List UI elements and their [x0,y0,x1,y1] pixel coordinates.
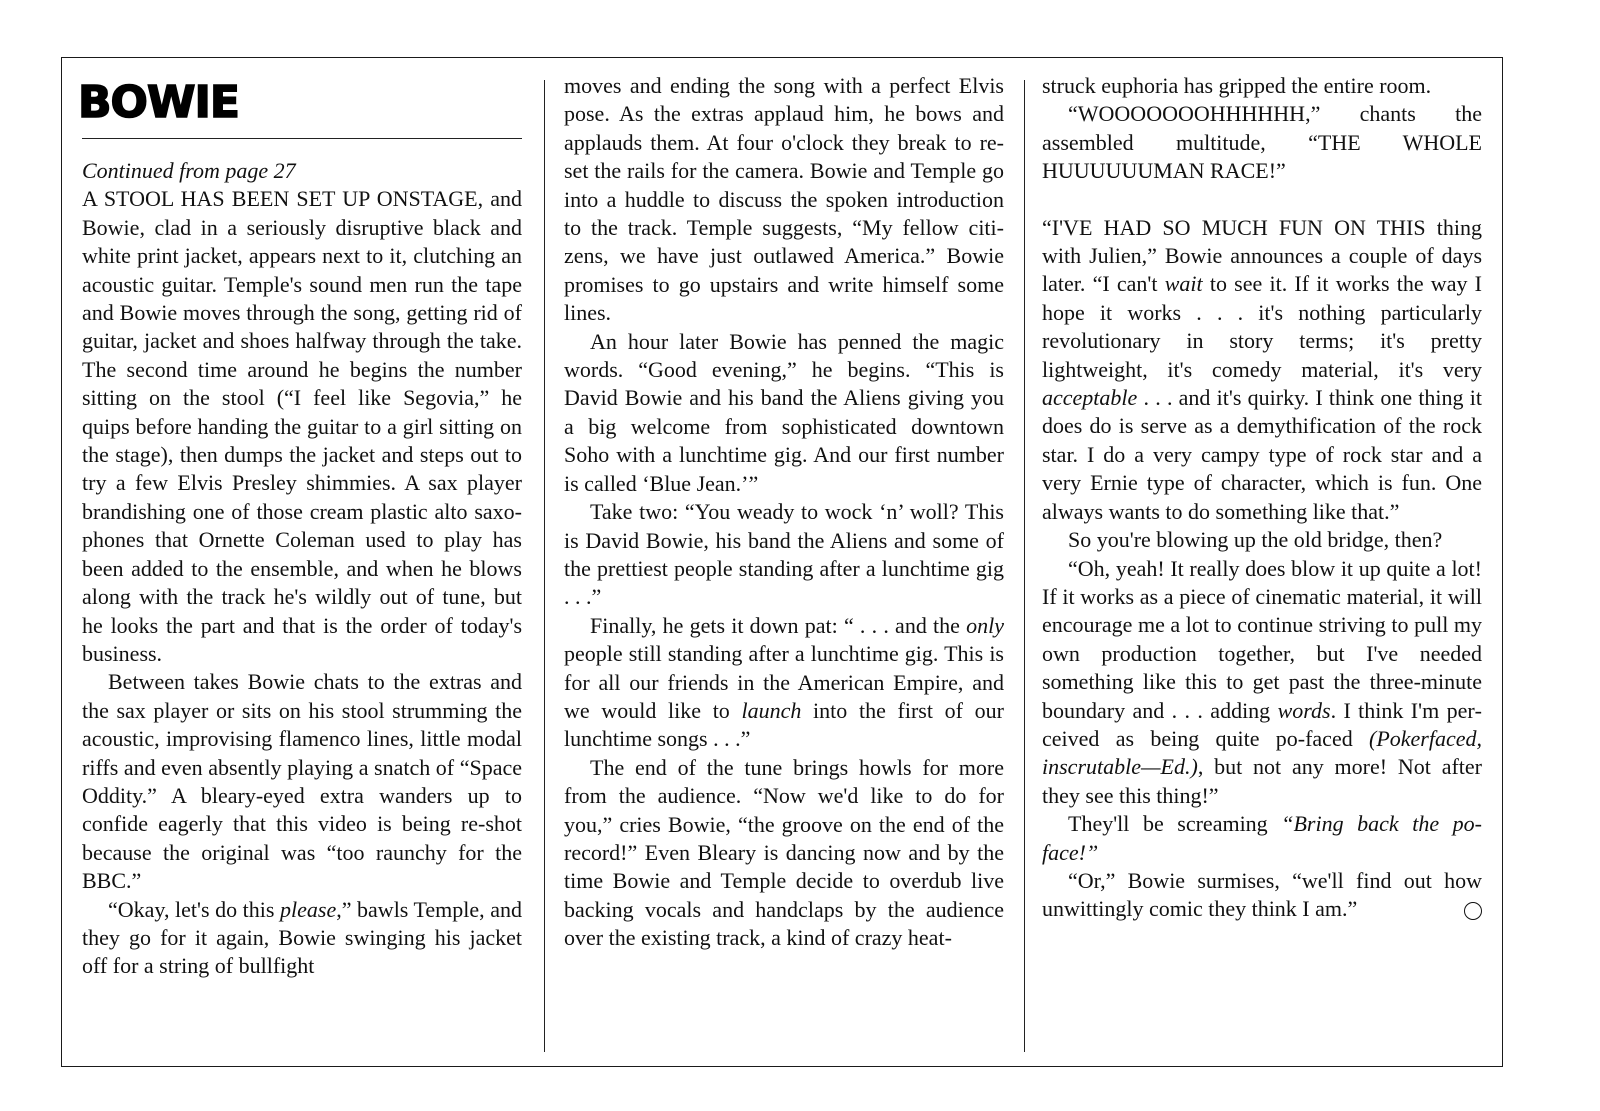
paragraph: “Or,” Bowie surmises, “we'll find out how unwittingly comic they think I am.” [1042,867,1482,922]
paragraph: “I'VE HAD SO MUCH FUN ON THIS thing with Julien,” Bowie announces a couple of days later. “I can't wait to see it. If it works the way I hope it works . . . it's nothing particularly revolutionary in story terms; it's pretty lightweight, it's comedy material, it's very acceptable . . . and it's quirky. I think one thing it does do is serve as a demythification of the rock star. I do a very campy type of rock star and a very Ernie type of character, which is fun. One always wants to do something like that.” [1042,214,1483,524]
headline-rule [82,138,522,139]
column-rule [544,80,545,1052]
paragraph: The end of the tune brings howls for more from the audience. “Now we'd like to do for you,” cries Bowie, “the groove on the end of the record!” Even Bleary is dancing now and by the time Bowie and Temple decide to overdub live backing vocals and handclaps by the audience over the existing track, a kind of crazy heat- [564,754,1004,951]
column-rule [1024,80,1025,1052]
continued-note: Continued from page 27 [82,158,296,183]
column-3 [1042,72,1482,924]
column-2 [564,72,1004,953]
paragraph: moves and ending the song with a perfect Elvis pose. As the extras applaud him, he bows and applauds them. At four o'clock they break to re-set the rails for the camera. Bowie and Temple go into a huddle to discuss the spoken introduction to the track. Temple suggests, “My fellow citizens, we have just outlawed America.” Bowie promises to go upstairs and write himself some lines. [564,73,1004,326]
paragraph: So you're blowing up the old bridge, then? [1068,527,1443,553]
article-page [61,57,1503,1067]
paragraph: Between takes Bowie chats to the extras and the sax player or sits on his stool strumming the acoustic, improvising flamenco lines, little modal riffs and even absently playing a snatch of “Space Oddity.” A bleary-eyed extra wanders up to confide eagerly that this video is being re-shot because the original was “too raunchy for the BBC.” [82,669,522,894]
paragraph: struck euphoria has gripped the entire room. [1042,73,1432,98]
end-of-article-icon [1464,902,1482,920]
paragraph: “Oh, yeah! It really does blow it up quite a lot! If it works as a piece of cinematic material, it will encourage me a lot to continue striving to pull my own production together, but I've needed something like this to get past the three-minute boundary and . . . adding words. I think I'm perceived as being quite po-faced (Pokerfaced, inscrutable—Ed.), but not any more! Not after they see this thing!” [1042,555,1482,808]
paragraph: “Okay, let's do this please,” bawls Temple, and they go for it again, Bowie swinging his jacket off for a string of bullfight [82,896,522,979]
paragraph: Finally, he gets it down pat: “ . . . and the only people still standing after a lunchtime gig. This is for all our friends in the American Empire, and we would like to launch into the first of our lunchtime songs . . .” [564,612,1004,752]
paragraph: Take two: “You weady to wock ‘n’ woll? This is David Bowie, his band the Aliens and some of the prettiest people standing after a lunchtime gig . . .” [564,499,1004,610]
paragraph: They'll be screaming “Bring back the po-face!” [1042,811,1482,865]
paragraph: A STOOL HAS BEEN SET UP ONSTAGE, and Bowie, clad in a seriously disruptive black and white print jacket, appears next to it, clutching an acoustic guitar. Temple's sound men run the tape and Bowie moves through the song, getting rid of guitar, jacket and shoes halfway through the take. The second time around he begins the number sitting on the stool (“I feel like Segovia,” he quips before handing the guitar to a girl sitting on the stage), then dumps the jacket and steps out to try a few Elvis Presley shimmies. A sax player brandishing one of those cream plastic alto saxophones that Ornette Coleman used to play has been added to the ensemble, and when he blows along with the track he's wildly out of tune, but he looks the part and that is the order of today's business. [82,186,522,666]
column-1 [78,72,522,981]
paragraph: “WOOOOOOOHHHHHH,” chants the assembled multitude, “THE WHOLE HUUUUUUMAN RACE!” [1042,101,1482,184]
headline: BOWIE [78,77,239,128]
paragraph: An hour later Bowie has penned the magic words. “Good evening,” he begins. “This is David Bowie and his band the Aliens giving you a big welcome from sophisticated downtown Soho with a lunchtime gig. And our first number is called ‘Blue Jean.’” [564,328,1004,496]
